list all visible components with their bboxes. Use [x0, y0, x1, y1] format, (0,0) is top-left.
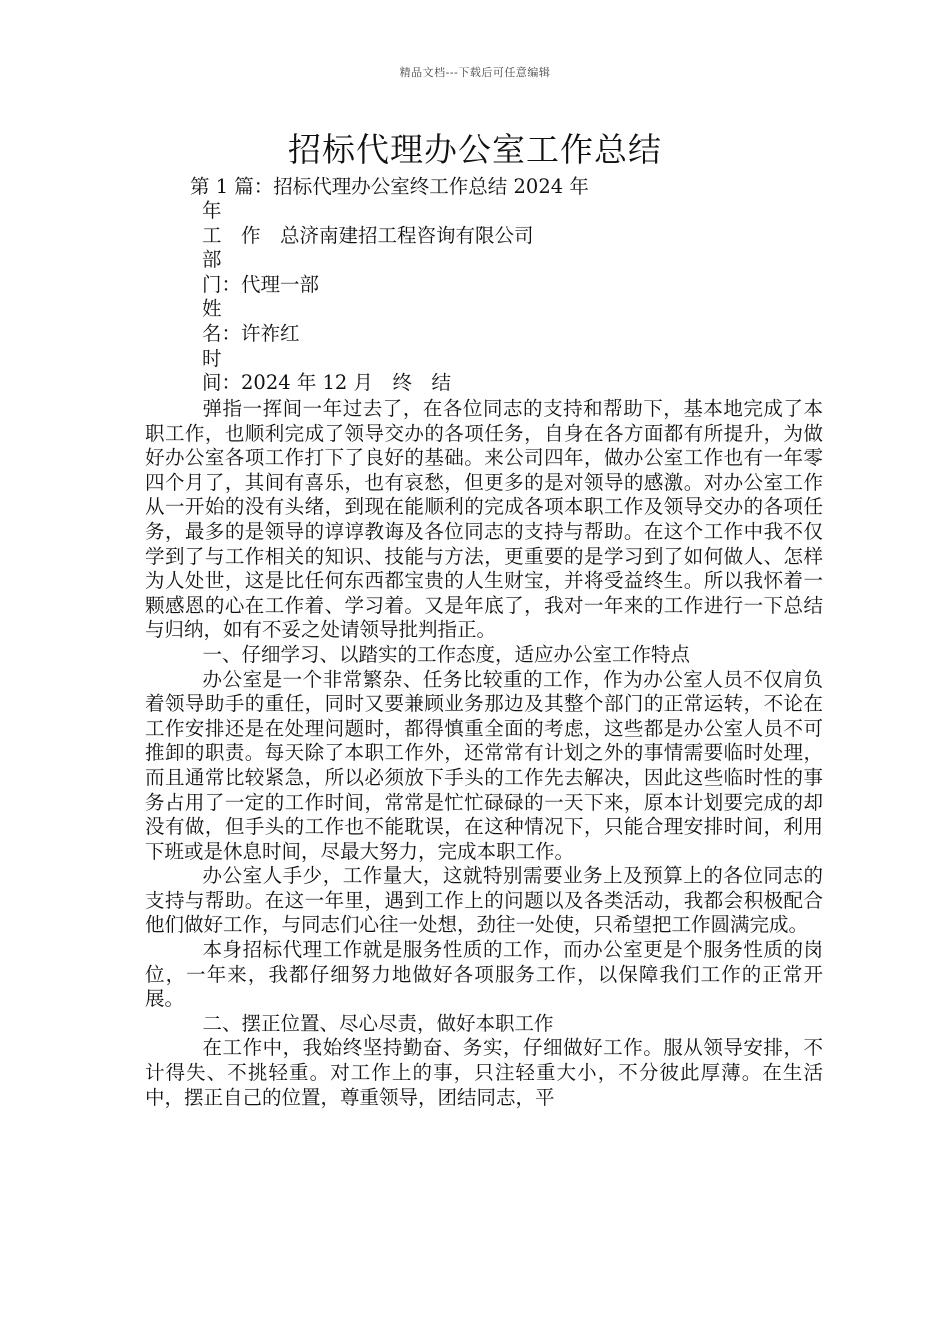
meta-line: 姓: [202, 297, 222, 321]
page-header: 精品文档---下载后可任意编辑: [399, 66, 551, 79]
paragraph: 弹指一挥间一年过去了，在各位同志的支持和帮助下，基本地完成了本职工作，也顺利完成了领导交办的各项任务，自身在各方面都有所提升，为做好办公室各项工作打下了良好的基础。来公司四年，做办公室工作也有一年零四个月了，其间有喜乐，也有哀愁，但更多的是对领导的感激。对办公室工作从一开始的没有头绪，到现在能顺利的完成各项本职工作及领导交办的各项任务，最多的是领导的谆谆教诲及各位同志的支持与帮助。在这个工作中我不仅学到了与工作相关的知识、技能与方法，更重要的是学习到了如何做人、怎样为人处世，这是比任何东西都宝贵的人生财宝，并将受益终生。所以我怀着一颗感恩的心在工作着、学习着。又是年底了，我对一年来的工作进行一下总结与归纳，如有不妥之处请领导批判指正。: [145, 397, 823, 642]
paragraph: 本身招标代理工作就是服务性质的工作，而办公室更是个服务性质的岗位，一年来，我都仔细努力地做好各项服务工作，以保障我们工作的正常开展。: [145, 938, 823, 1011]
meta-line: 时: [202, 346, 222, 370]
document-subtitle: 第 1 篇：招标代理办公室终工作总结 2024 年: [190, 175, 589, 198]
paragraph: 在工作中，我始终坚持勤奋、务实，仔细做好工作。服从领导安排，不计得失、不挑轻重。对工作上的事，只注轻重大小，不分彼此厚薄。在生活中，摆正自己的位置，尊重领导，团结同志，平: [145, 1036, 823, 1109]
document-body: [145, 397, 823, 1110]
meta-line: 门：代理一部: [202, 272, 320, 296]
paragraph: 办公室是一个非常繁杂、任务比较重的工作，作为办公室人员不仅肩负着领导助手的重任，同时又要兼顾业务那边及其整个部门的正常运转，不论在工作安排还是在处理问题时，都得慎重全面的考虑，这些都是办公室人员不可推卸的职责。每天除了本职工作外，还常常有计划之外的事情需要临时处理，而且通常比较紧急，所以必须放下手头的工作先去解决，因此这些临时性的事务占用了一定的工作时间，常常是忙忙碌碌的一天下来，原本计划要完成的却没有做，但手头的工作也不能耽误，在这种情况下，只能合理安排时间，利用下班或是休息时间，尽最大努力，完成本职工作。: [145, 667, 823, 863]
meta-block: [202, 199, 534, 396]
meta-line: 工 作 总济南建招工程咨询有限公司: [202, 223, 534, 247]
meta-line: 名：许祚红: [202, 321, 300, 345]
document-title: 招标代理办公室工作总结: [288, 130, 662, 169]
section-heading: 一、仔细学习、以踏实的工作态度，适应办公室工作特点: [202, 642, 691, 666]
meta-line: 年: [202, 199, 222, 222]
meta-line: 部: [202, 248, 222, 272]
paragraph: 办公室人手少，工作量大，这就特别需要业务上及预算上的各位同志的支持与帮助。在这一年里，遇到工作上的问题以及各类活动，我都会积极配合他们做好工作，与同志们心往一处想，劲往一处使，只希望把工作圆满完成。: [145, 864, 823, 937]
section-heading: 二、摆正位置、尽心尽责，做好本职工作: [202, 1011, 554, 1035]
meta-line: 间：2024 年 12 月 终 结: [202, 371, 452, 395]
